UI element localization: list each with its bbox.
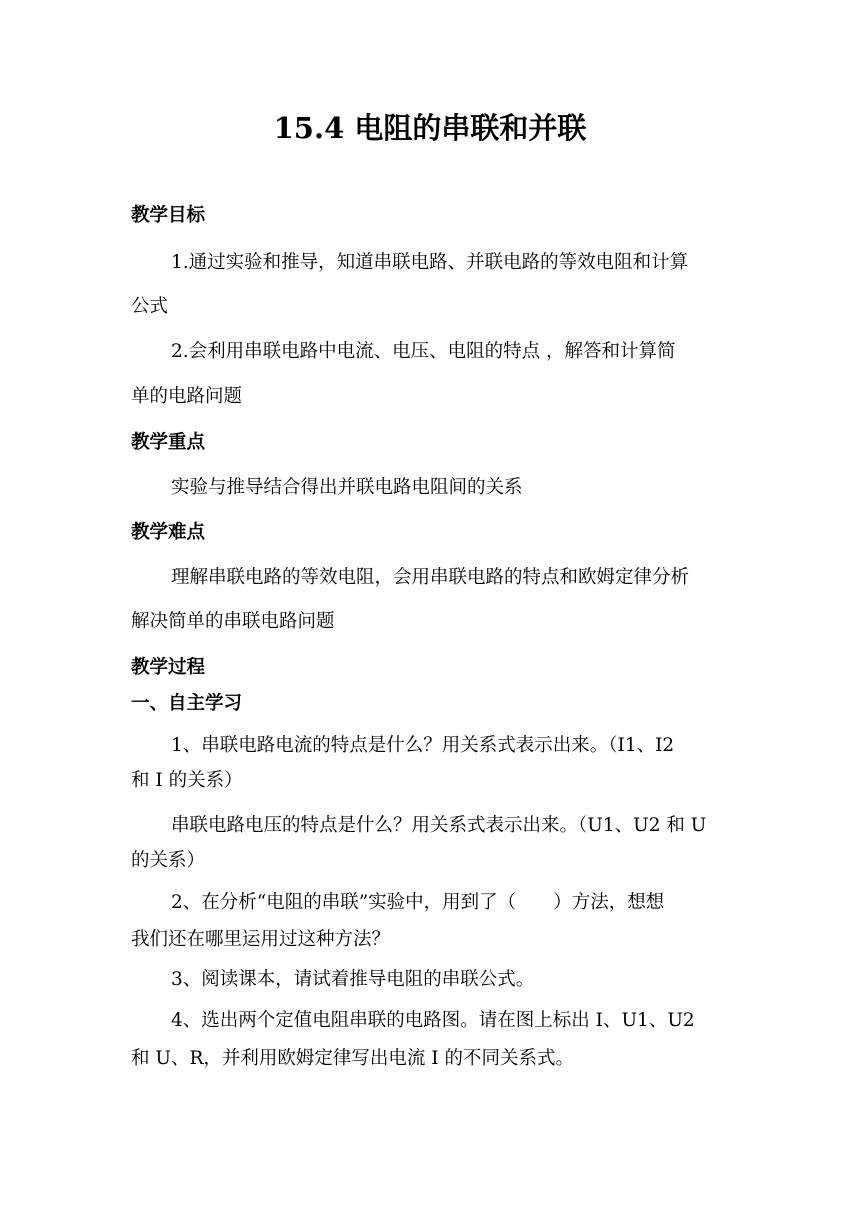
- question-2-line-2: 我们还在哪里运用过这种方法？: [131, 929, 391, 950]
- question-1b-line-2: 的关系）: [131, 850, 206, 871]
- difficulty-line-2: 解决简单的串联电路问题: [131, 611, 335, 632]
- question-2-line-1: 2、在分析“电阻的串联”实验中，用到了（ ）方法，想想: [171, 892, 665, 913]
- heading-objectives: 教学目标: [131, 205, 206, 226]
- question-1-line-1: 1、串联电路电流的特点是什么？用关系式表示出来。（I1、I2: [171, 735, 675, 756]
- objective-1-line-2: 公式: [131, 296, 169, 317]
- question-3-line-1: 3、阅读课本，请试着推导电阻的串联公式。: [171, 969, 535, 990]
- key-point-line-1: 实验与推导结合得出并联电路电阻间的关系: [171, 477, 523, 498]
- question-1-line-2: 和 I 的关系）: [131, 770, 243, 791]
- difficulty-line-1: 理解串联电路的等效电阻，会用串联电路的特点和欧姆定律分析: [171, 567, 690, 588]
- subheading-self-study: 一、自主学习: [131, 693, 243, 714]
- page-title: 15.4 电阻的串联和并联: [273, 111, 587, 145]
- question-1b-line-1: 串联电路电压的特点是什么？用关系式表示出来。（U1、U2 和 U: [171, 815, 707, 836]
- objective-2-line-2: 单的电路问题: [131, 386, 243, 407]
- heading-key-points: 教学重点: [131, 432, 206, 453]
- heading-difficulties: 教学难点: [131, 522, 206, 543]
- question-4-line-2: 和 U、R，并利用欧姆定律写出电流 I 的不同关系式。: [131, 1048, 574, 1069]
- objective-2-line-1: 2.会利用串联电路中电流、电压、电阻的特点 ，解答和计算简: [171, 341, 676, 362]
- question-4-line-1: 4、选出两个定值电阻串联的电路图。请在图上标出 I、U1、U2: [171, 1010, 695, 1031]
- objective-1-line-1: 1.通过实验和推导，知道串联电路、并联电路的等效电阻和计算: [171, 252, 689, 273]
- heading-process: 教学过程: [131, 657, 206, 678]
